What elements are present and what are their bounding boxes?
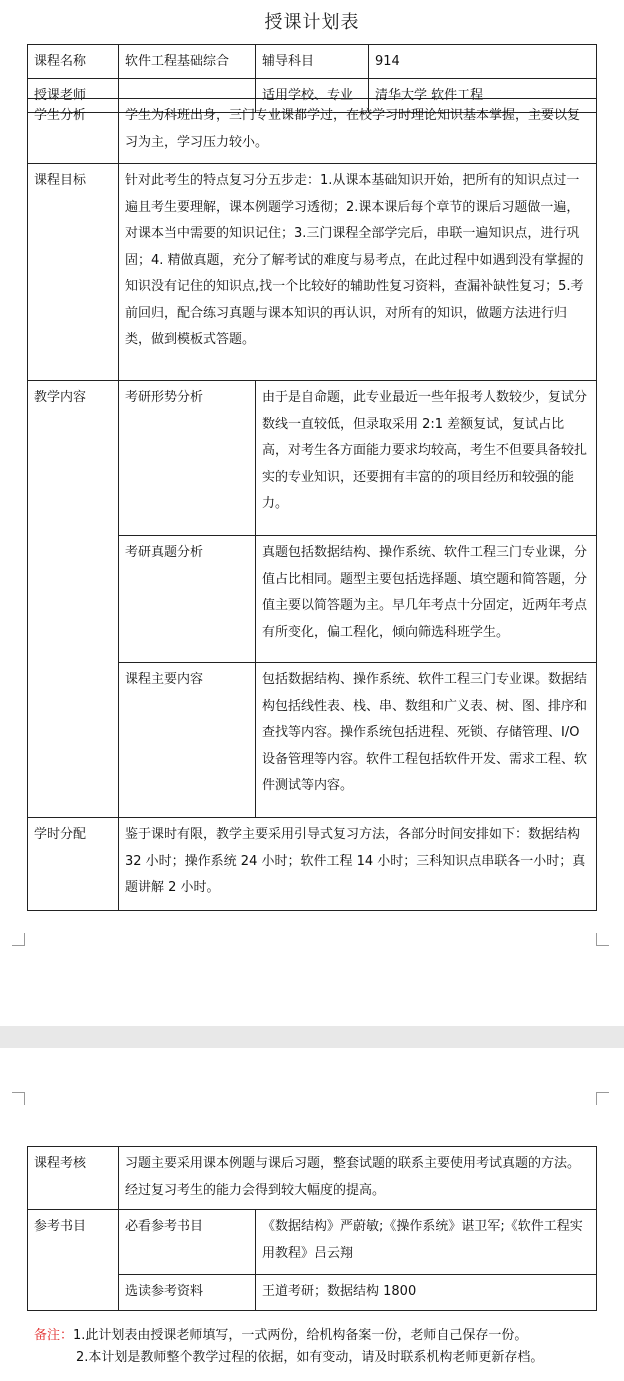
content-item-text: 由于是自命题，此专业最近一些年报考人数较少，复试分数线一直较低，但录取采用 2:1 差额复试，复试占比高，对考生各方面能力要求均较高，考生不但要具备较扎实的专业知识，还要拥有丰富的的项目经历和较强的能力。 xyxy=(256,381,597,536)
assessment-table xyxy=(27,1146,597,1311)
hours-label: 学时分配 xyxy=(28,818,119,911)
notes xyxy=(34,1325,543,1369)
course-goal-text: 针对此考生的特点复习分五步走：1.从课本基础知识开始，把所有的知识点过一遍且考生要理解，课本例题学习透彻；2.课本课后每个章节的课后习题做一遍，对课本当中需要的知识记住；3.三门课程全部学完后，串联一遍知识点，进行巩固；4. 精做真题，充分了解考试的难度与易考点，在此过程中如遇到没有掌握的知识没有记住的知识点,找一个比较好的辅助性复习资料，查漏补缺性复习；5.考前回归，配合练习真题与课本知识的再认识，对所有的知识，做题方法进行归类，做到模板式答题。 xyxy=(119,164,597,381)
note-text-1: 1.此计划表由授课老师填写，一式两份，给机构备案一份，老师自己保存一份。 xyxy=(73,1328,528,1343)
refs-row-required xyxy=(28,1210,597,1275)
required-refs-label: 必看参考书目 xyxy=(119,1210,256,1275)
course-goal-label: 课程目标 xyxy=(28,164,119,381)
course-goal-row xyxy=(28,164,597,381)
course-name-label: 课程名称 xyxy=(28,45,119,79)
teaching-content-label: 教学内容 xyxy=(28,381,119,818)
hours-text: 鉴于课时有限，教学主要采用引导式复习方法，各部分时间安排如下：数据结构 32 小时；操作系统 24 小时；软件工程 14 小时；三科知识点串联各一小时；真题讲解 2 小时。 xyxy=(119,818,597,911)
teacher-label: 授课老师 xyxy=(28,79,119,113)
subject-label: 辅导科目 xyxy=(256,45,369,79)
note-line-1 xyxy=(34,1325,543,1347)
school-value: 清华大学 软件工程 xyxy=(369,79,597,113)
page-corner-mark xyxy=(12,933,25,946)
optional-refs-label: 选读参考资料 xyxy=(119,1275,256,1311)
content-item-name: 课程主要内容 xyxy=(119,663,256,818)
hours-row xyxy=(28,818,597,911)
content-item-text: 包括数据结构、操作系统、软件工程三门专业课。数据结构包括线性表、栈、串、数组和广义表、树、图、排序和查找等内容。操作系统包括进程、死锁、存储管理、I/O 设备管理等内容。软件工程包括软件开发、需求工程、软件测试等内容。 xyxy=(256,663,597,818)
info-row-course xyxy=(28,45,597,79)
page-corner-mark xyxy=(596,933,609,946)
student-analysis-label: 学生分析 xyxy=(28,99,119,164)
optional-refs-text: 王道考研；数据结构 1800 xyxy=(256,1275,597,1311)
assessment-text: 习题主要采用课本例题与课后习题，整套试题的联系主要使用考试真题的方法。经过复习考生的能力会得到较大幅度的提高。 xyxy=(119,1147,597,1210)
content-item-text: 真题包括数据结构、操作系统、软件工程三门专业课，分值占比相同。题型主要包括选择题、填空题和简答题，分值主要以简答题为主。早几年考点十分固定，近两年考点有所变化，偏工程化，倾向筛选科班学生。 xyxy=(256,536,597,663)
page-2 xyxy=(0,1048,624,1381)
page-corner-mark xyxy=(596,1092,609,1105)
student-analysis-text: 学生为科班出身，三门专业课都学过，在校学习时理论知识基本掌握，主要以复习为主，学习压力较小。 xyxy=(119,99,597,164)
course-name-value: 软件工程基础综合 xyxy=(119,45,256,79)
student-analysis-row xyxy=(28,99,597,164)
assessment-label: 课程考核 xyxy=(28,1147,119,1210)
content-item-name: 考研形势分析 xyxy=(119,381,256,536)
page-corner-mark xyxy=(12,1092,25,1105)
page-gap xyxy=(0,1026,624,1048)
required-refs-text: 《数据结构》严蔚敏;《操作系统》谌卫军;《软件工程实用教程》吕云翔 xyxy=(256,1210,597,1275)
content-row-1 xyxy=(28,381,597,536)
content-item-name: 考研真题分析 xyxy=(119,536,256,663)
subject-value: 914 xyxy=(369,45,597,79)
plan-table xyxy=(27,98,597,911)
note-label: 备注： xyxy=(34,1328,74,1343)
school-label: 适用学校、专业 xyxy=(256,79,369,113)
assessment-row xyxy=(28,1147,597,1210)
page-title: 授课计划表 xyxy=(264,12,360,33)
references-label: 参考书目 xyxy=(28,1210,119,1311)
note-text-2: 2.本计划是教师整个教学过程的依据，如有变动，请及时联系机构老师更新存档。 xyxy=(76,1350,544,1365)
